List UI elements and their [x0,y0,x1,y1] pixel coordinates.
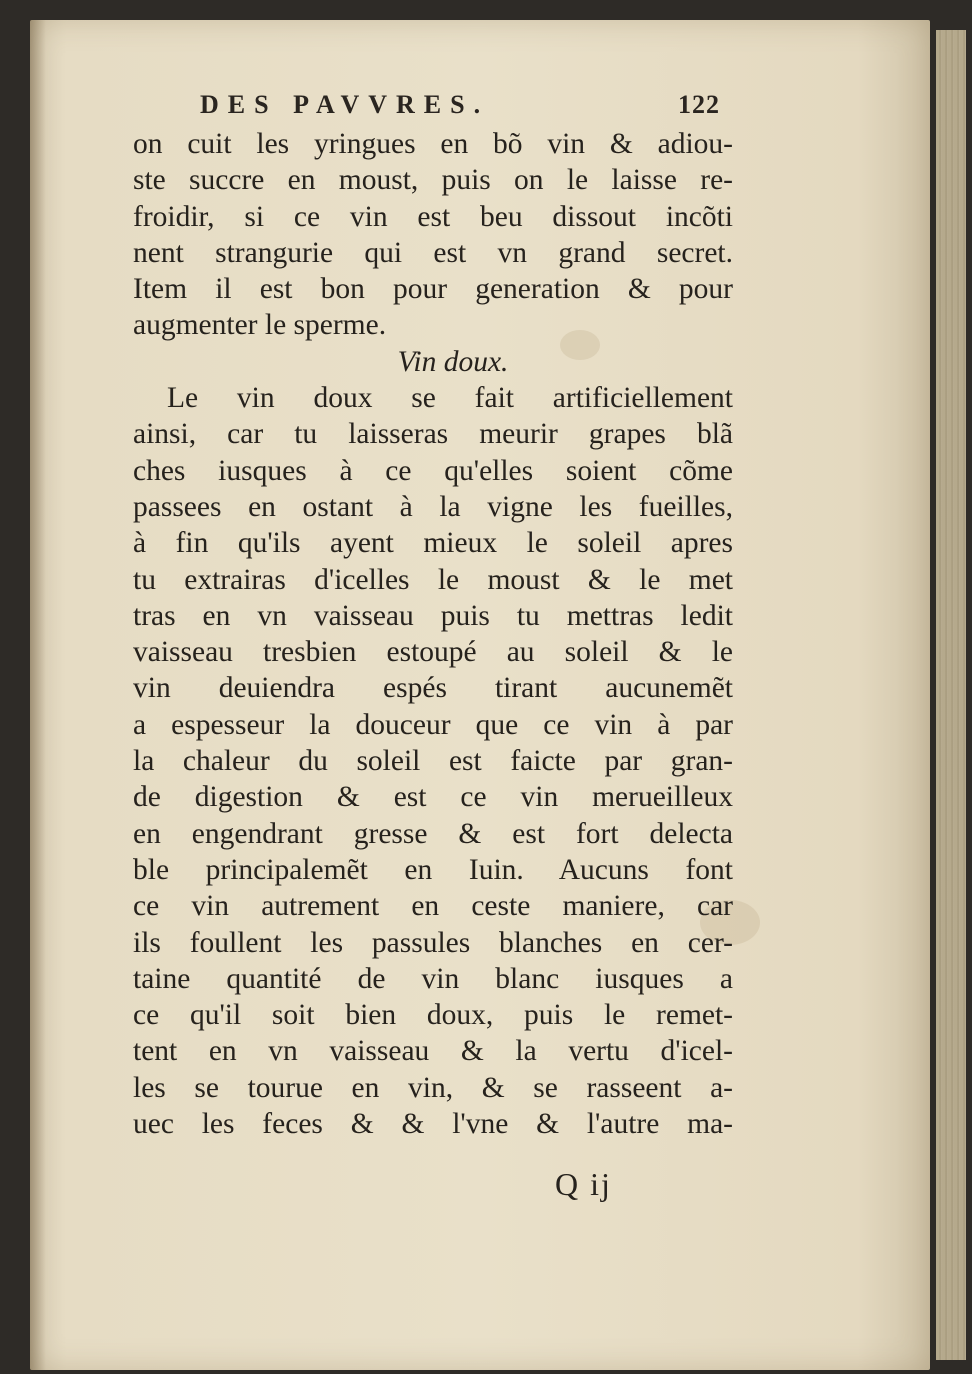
text-line: ste succre en moust, puis on le laisse re- [133,164,733,197]
text-line: ainsi, car tu laisseras meurir grapes blã [133,418,733,451]
text-line: la chaleur du soleil est faicte par gran- [133,745,733,778]
running-head [200,90,720,124]
text-line: on cuit les yringues en bõ vin & adiou- [133,128,733,160]
running-title: DES PAVVRES. [200,90,490,119]
text-line: Item il est bon pour generation & pour [133,273,733,306]
text-line: les se tourue en vin, & se rasseent a- [133,1071,733,1104]
text-line: ches iusques à ce qu'elles soient cõme [133,454,733,487]
text-line: vin deuiendra espés tirant aucunemẽt [133,672,733,705]
body-text [133,126,733,1142]
section-heading: Vin doux. [397,345,509,378]
text-line: tu extrairas d'icelles le moust & le met [133,563,733,596]
text-line: passees en ostant à la vigne les fueilles, [133,490,733,523]
text-line: taine quantité de vin blanc iusques a [133,962,733,995]
text-line: à fin qu'ils ayent mieux le soleil apres [133,527,733,560]
text-line: de digestion & est ce vin merueilleux [133,781,733,814]
text-line: ce qu'il soit bien doux, puis le remet- [133,999,733,1032]
text-line: ils foullent les passules blanches en cer- [133,926,733,959]
text-line: a espesseur la douceur que ce vin à par [133,708,733,741]
text-line: en engendrant gresse & est fort delecta [133,817,733,850]
page-edges [936,30,966,1360]
text-line: ble principalemẽt en Iuin. Aucuns font [133,853,733,886]
text-line: Le vin doux se fait artificiellement [167,382,733,415]
text-line: froidir, si ce vin est beu dissout incõti [133,200,733,233]
page-number: 122 [678,90,720,119]
text-line: nent strangurie qui est vn grand secret. [133,236,733,269]
text-line: tras en vn vaisseau puis tu mettras ledit [133,599,733,632]
text-line: tent en vn vaisseau & la vertu d'icel- [133,1035,733,1068]
page-gutter-shadow [30,20,46,1370]
text-line: ce vin autrement en ceste maniere, car [133,890,733,923]
text-line: augmenter le sperme. [133,309,387,342]
text-line: uec les feces & & l'vne & l'autre ma- [133,1108,733,1141]
signature-mark: Q ij [555,1166,612,1202]
text-line: vaisseau tresbien estoupé au soleil & le [133,636,733,669]
